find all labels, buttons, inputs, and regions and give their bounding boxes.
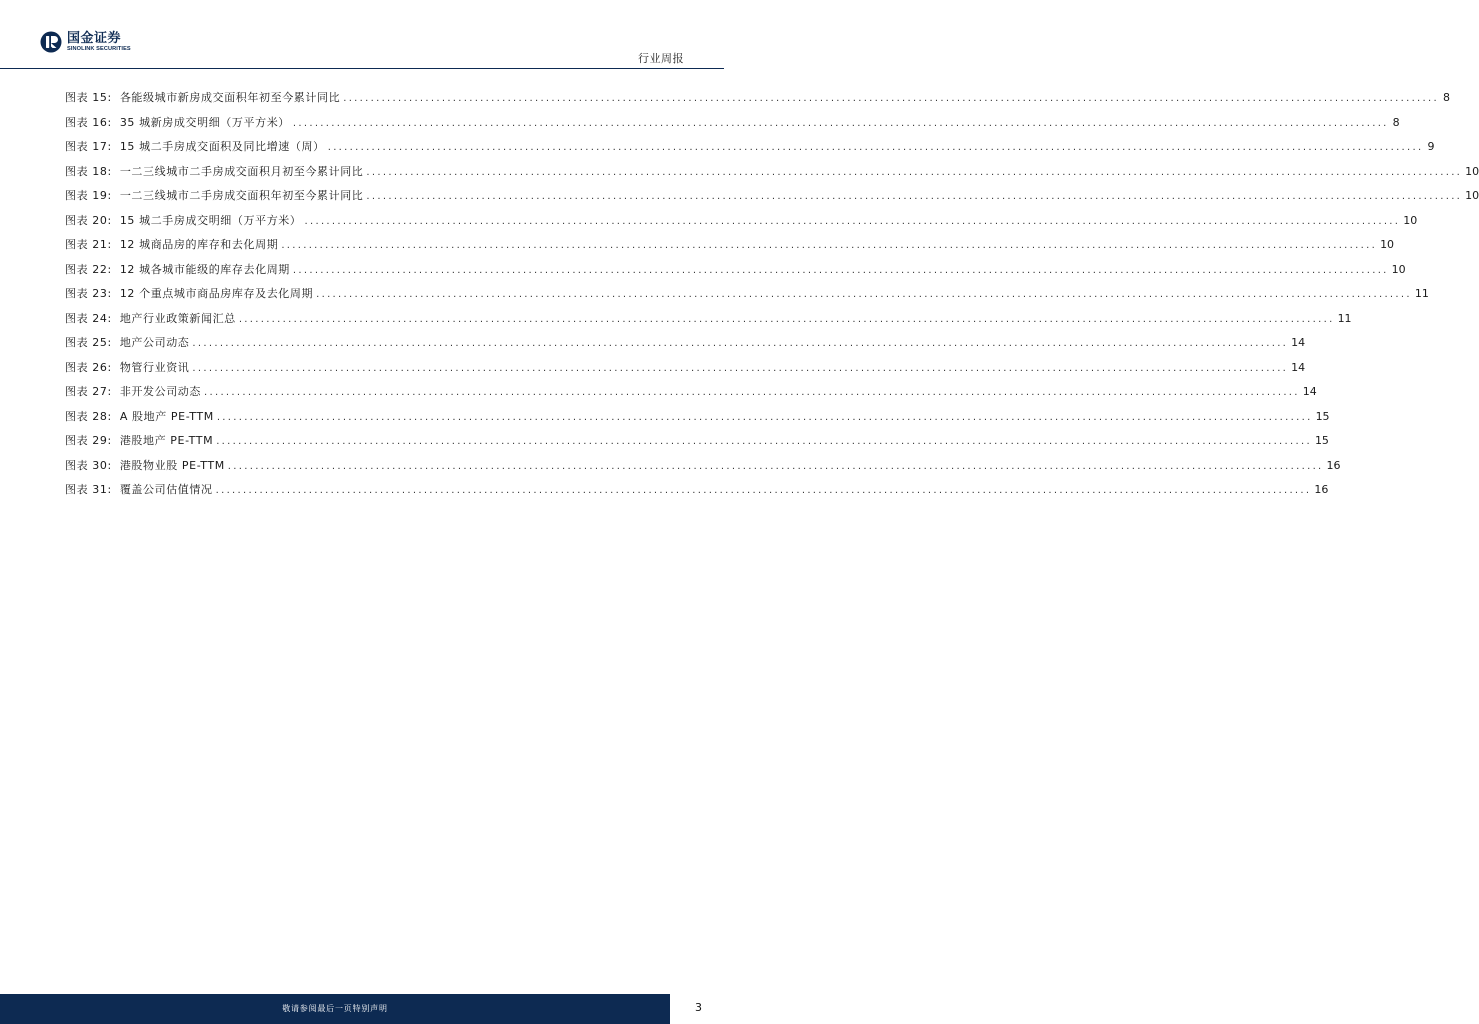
toc-entry-label: 图表 29: bbox=[65, 434, 112, 447]
toc-leader-dots: ........................................................................................................................................................................................................ bbox=[204, 387, 1300, 398]
sinolink-logo-icon bbox=[40, 31, 62, 53]
toc-entry-label: 图表 28: bbox=[65, 409, 112, 423]
toc-entry-title: 港股物业股 PE-TTM bbox=[119, 458, 225, 472]
toc-entry-title: 15 城二手房成交明细（万平方米） bbox=[119, 213, 302, 227]
toc-entry-title: 35 城新房成交明细（万平方米） bbox=[119, 115, 290, 129]
toc-entry-label: 图表 21: bbox=[65, 238, 112, 251]
toc-leader-dots: ........................................................................................................................................................................................................ bbox=[327, 142, 1424, 153]
header-divider bbox=[0, 68, 724, 69]
toc-entry-page: 9 bbox=[1427, 140, 1435, 153]
toc-entry-title: 12 个重点城市商品房库存及去化周期 bbox=[119, 287, 314, 300]
toc-entry-label: 图表 24: bbox=[65, 311, 112, 325]
toc-entry[interactable] bbox=[65, 115, 1400, 141]
toc-entry-page: 16 bbox=[1326, 458, 1341, 472]
toc-entry[interactable] bbox=[65, 238, 1395, 263]
toc-entry-title: 15 城二手房成交面积及同比增速（周） bbox=[119, 140, 325, 153]
toc-entry[interactable] bbox=[65, 262, 1406, 288]
toc-entry-title: 12 城商品房的库存和去化周期 bbox=[119, 238, 279, 251]
toc-entry-label: 图表 30: bbox=[65, 458, 112, 472]
toc-entry-title: 物管行业资讯 bbox=[119, 360, 190, 374]
toc-entry-title: A 股地产 PE-TTM bbox=[119, 409, 214, 423]
toc-entry[interactable] bbox=[65, 311, 1352, 337]
toc-entry[interactable] bbox=[65, 360, 1306, 386]
toc-entry-page: 10 bbox=[1465, 164, 1479, 178]
toc-leader-dots: ........................................................................................................................................................................................................ bbox=[343, 93, 1439, 104]
toc-entry[interactable] bbox=[65, 336, 1306, 361]
toc-entry-title: 非开发公司动态 bbox=[119, 385, 202, 398]
toc-leader-dots: ........................................................................................................................................................................................................ bbox=[215, 485, 1312, 496]
toc-entry-label: 图表 31: bbox=[65, 483, 112, 496]
toc-entry[interactable] bbox=[65, 164, 1479, 190]
toc-leader-dots: ........................................................................................................................................................................................................ bbox=[292, 117, 1389, 129]
toc-entry-page: 16 bbox=[1314, 483, 1329, 496]
disclaimer-note: 敬请参阅最后一页特别声明 bbox=[282, 1004, 388, 1013]
toc-entry[interactable] bbox=[65, 140, 1435, 165]
toc-entry-label: 图表 16: bbox=[65, 115, 112, 129]
toc-entry-page: 14 bbox=[1302, 385, 1317, 398]
toc-entry-page: 11 bbox=[1337, 311, 1352, 325]
toc-entry-page: 8 bbox=[1392, 115, 1400, 129]
toc-leader-dots: ........................................................................................................................................................................................................ bbox=[192, 362, 1289, 374]
toc-entry[interactable] bbox=[65, 385, 1317, 410]
brand-name-en: SINOLINK SECURITIES bbox=[67, 45, 131, 52]
brand-text bbox=[67, 32, 131, 53]
toc-entry-page: 15 bbox=[1314, 434, 1329, 447]
toc-leader-dots: ........................................................................................................................................................................................................ bbox=[216, 436, 1312, 447]
toc-leader-dots: ........................................................................................................................................................................................................ bbox=[238, 313, 1335, 325]
toc-leader-dots: ........................................................................................................................................................................................................ bbox=[192, 338, 1289, 349]
toc-entry-page: 14 bbox=[1291, 360, 1306, 374]
toc-entry-label: 图表 27: bbox=[65, 385, 112, 398]
toc-entry-label: 图表 25: bbox=[65, 336, 112, 349]
brand-logo bbox=[40, 30, 131, 54]
toc-entry-label: 图表 19: bbox=[65, 189, 112, 202]
toc-entry-title: 一二三线城市二手房成交面积月初至今累计同比 bbox=[119, 164, 364, 178]
toc-entry[interactable] bbox=[65, 434, 1329, 459]
toc-entry-label: 图表 22: bbox=[65, 262, 112, 276]
toc-entry[interactable] bbox=[65, 91, 1450, 116]
toc-entry-label: 图表 26: bbox=[65, 360, 112, 374]
toc-entry-page: 10 bbox=[1403, 213, 1418, 227]
toc-leader-dots: ........................................................................................................................................................................................................ bbox=[227, 460, 1324, 472]
toc-entry-label: 图表 15: bbox=[65, 91, 112, 104]
toc-leader-dots: ........................................................................................................................................................................................................ bbox=[366, 166, 1463, 178]
toc-entry-page: 10 bbox=[1380, 238, 1395, 251]
toc-entry-label: 图表 23: bbox=[65, 287, 112, 300]
page-number: 3 bbox=[695, 1001, 702, 1014]
toc-entry-page: 10 bbox=[1465, 189, 1479, 202]
toc-entry[interactable] bbox=[65, 409, 1330, 435]
toc-entry[interactable] bbox=[65, 287, 1429, 312]
toc-entry-title: 12 城各城市能级的库存去化周期 bbox=[119, 262, 290, 276]
toc-entry[interactable] bbox=[65, 189, 1479, 214]
toc-entry-title: 各能级城市新房成交面积年初至今累计同比 bbox=[119, 91, 341, 104]
toc-entry-title: 地产公司动态 bbox=[119, 336, 190, 349]
toc-entry-title: 一二三线城市二手房成交面积年初至今累计同比 bbox=[119, 189, 364, 202]
toc-entry-label: 图表 18: bbox=[65, 164, 112, 178]
figure-index-list bbox=[65, 91, 1479, 508]
toc-entry[interactable] bbox=[65, 213, 1418, 239]
toc-leader-dots: ........................................................................................................................................................................................................ bbox=[316, 289, 1412, 300]
toc-entry[interactable] bbox=[65, 458, 1341, 484]
toc-leader-dots: ........................................................................................................................................................................................................ bbox=[366, 191, 1463, 202]
toc-entry-label: 图表 20: bbox=[65, 213, 112, 227]
brand-name-cn: 国金证券 bbox=[67, 30, 122, 46]
toc-entry-label: 图表 17: bbox=[65, 140, 112, 153]
toc-entry[interactable] bbox=[65, 483, 1329, 508]
toc-entry-title: 地产行业政策新闻汇总 bbox=[119, 311, 236, 325]
toc-entry-page: 11 bbox=[1414, 287, 1429, 300]
toc-leader-dots: ........................................................................................................................................................................................................ bbox=[304, 215, 1401, 227]
toc-entry-title: 覆盖公司估值情况 bbox=[119, 483, 213, 496]
toc-entry-page: 8 bbox=[1442, 91, 1450, 104]
toc-entry-page: 14 bbox=[1291, 336, 1306, 349]
toc-entry-title: 港股地产 PE-TTM bbox=[119, 434, 214, 447]
report-type-label: 行业周报 bbox=[638, 52, 684, 65]
footer-bar bbox=[0, 994, 670, 1024]
toc-leader-dots: ........................................................................................................................................................................................................ bbox=[281, 240, 1378, 251]
toc-leader-dots: ........................................................................................................................................................................................................ bbox=[292, 264, 1389, 276]
toc-leader-dots: ........................................................................................................................................................................................................ bbox=[216, 411, 1313, 423]
toc-entry-page: 15 bbox=[1315, 409, 1330, 423]
toc-entry-page: 10 bbox=[1391, 262, 1406, 276]
